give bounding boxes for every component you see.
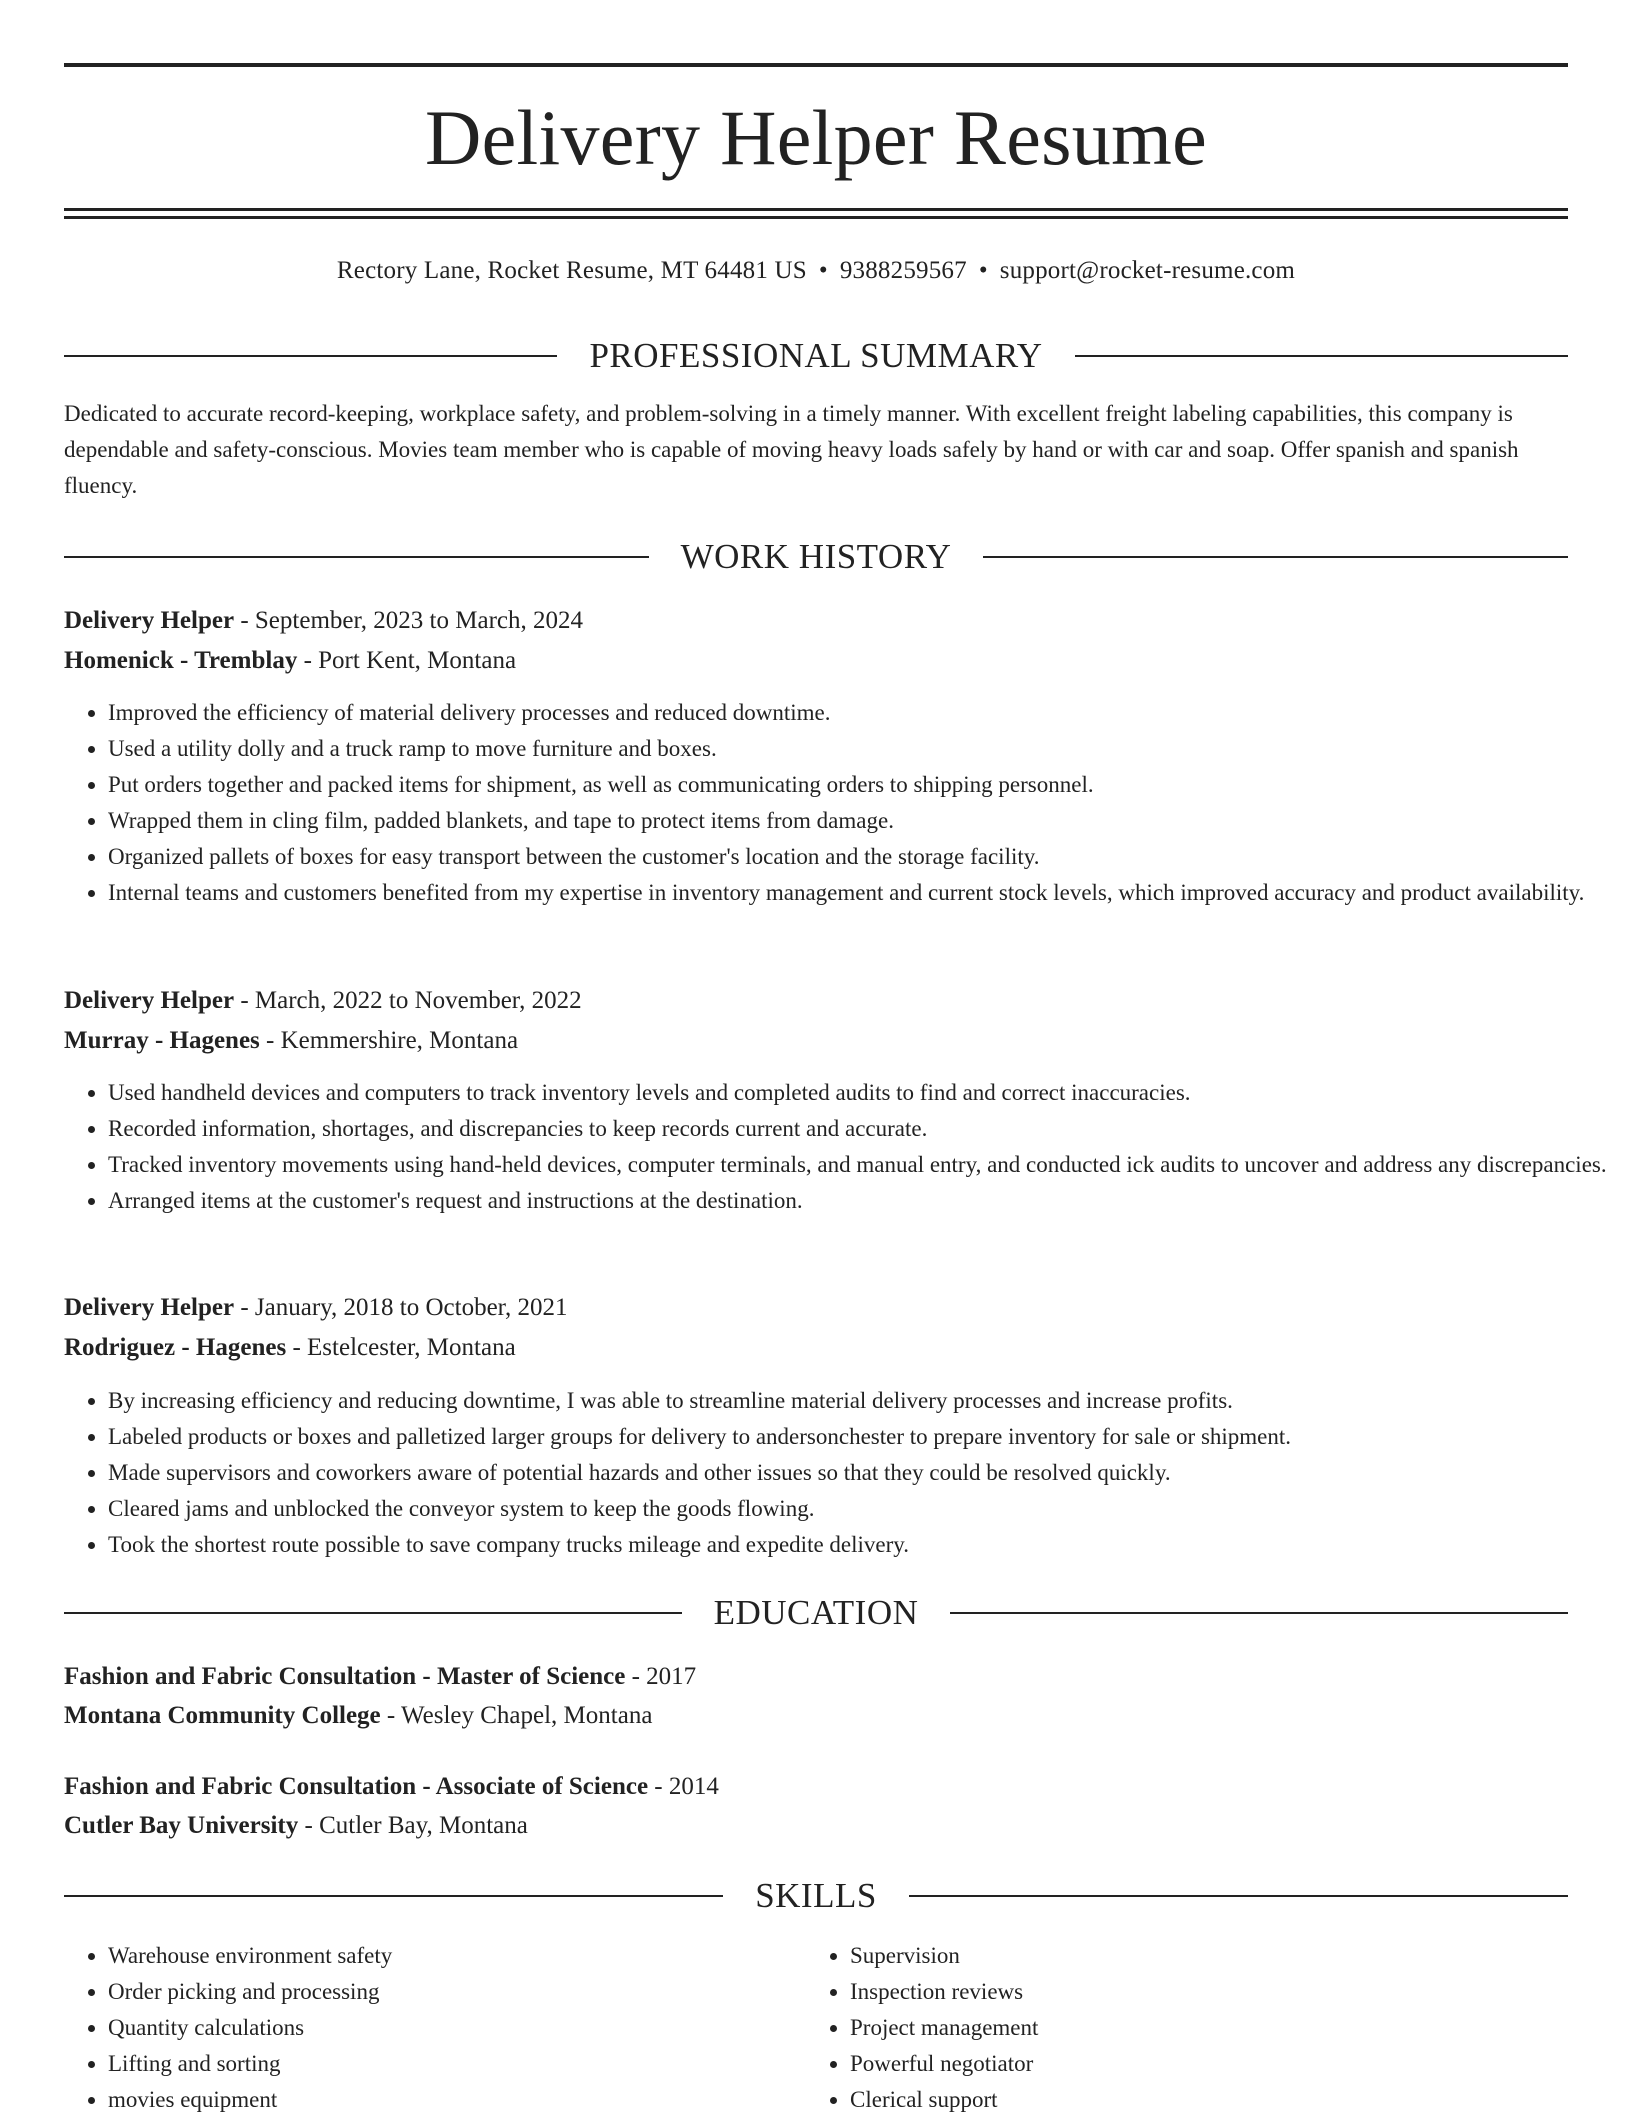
job-bullets [64,1383,1612,1563]
section-header-summary [64,334,1568,378]
job-title-line [64,983,1568,1019]
education-degree: Fashion and Fabric Consultation - Master of Science [64,1663,626,1690]
job-title: Delivery Helper [64,607,235,634]
education-degree: Fashion and Fabric Consultation - Associate of Science [64,1773,649,1800]
contact-address: Rectory Lane, Rocket Resume, MT 64481 US [336,257,807,284]
education-degree-line [64,1659,1568,1695]
education-location: - Cutler Bay, Montana [298,1812,528,1839]
list-item: • Recorded information, shortages, and discrepancies to keep records current and accurate. [108,1111,1612,1147]
contact-separator: • [978,257,988,284]
contact-email: support@rocket-resume.com [999,257,1296,284]
job-company-line [64,1330,1568,1366]
list-item: • Supervision [850,1938,1550,1974]
list-item: • Took the shortest route possible to save company trucks mileage and expedite delivery. [108,1527,1612,1563]
education-location: - Wesley Chapel, Montana [380,1702,653,1729]
section-header-skills [64,1874,1568,1918]
job-location: - Port Kent, Montana [297,647,517,674]
job-location: - Estelcester, Montana [286,1334,516,1361]
list-item: • Used handheld devices and computers to track inventory levels and completed audits to find and correct inaccuracies. [108,1075,1612,1111]
list-item: • Improved the efficiency of material delivery processes and reduced downtime. [108,695,1612,731]
section-title: WORK HISTORY [680,537,952,576]
section-title: SKILLS [755,1876,877,1915]
education-school: Montana Community College [64,1702,381,1729]
page-title: Delivery Helper Resume [425,94,1207,181]
job-dates: - January, 2018 to October, 2021 [234,1294,568,1321]
list-item: • Powerful negotiator [850,2046,1550,2082]
list-item: • Arranged items at the customer's request and instructions at the destination. [108,1183,1612,1219]
education-year: - 2014 [648,1773,719,1800]
list-item: • Used a utility dolly and a truck ramp to move furniture and boxes. [108,731,1612,767]
list-item: • Labeled products or boxes and palletized larger groups for delivery to andersonchester to prepare inventory for sale or shipment. [108,1419,1612,1455]
contact-phone: 9388259567 [839,257,967,284]
list-item: • Put orders together and packed items for shipment, as well as communicating orders to shipping personnel. [108,767,1612,803]
job-company-line [64,643,1568,679]
job-title: Delivery Helper [64,987,235,1014]
list-item: • Clerical support [850,2082,1550,2118]
education-school: Cutler Bay University [64,1812,299,1839]
skills-list-left [64,1938,808,2118]
list-item: • Cleared jams and unblocked the conveyor system to keep the goods flowing. [108,1491,1612,1527]
list-item: • Project management [850,2010,1550,2046]
job-bullets [64,695,1612,911]
job-company: Rodriguez - Hagenes [64,1334,287,1361]
title-rule-lower [64,216,1568,219]
education-year: - 2017 [625,1663,697,1690]
section-title: PROFESSIONAL SUMMARY [589,336,1043,375]
job-bullets [64,1075,1612,1219]
list-item: • Wrapped them in cling film, padded blankets, and tape to protect items from damage. [108,803,1612,839]
list-item: • Warehouse environment safety [108,1938,808,1974]
contact-line [0,253,1632,289]
list-item: • Made supervisors and coworkers aware of potential hazards and other issues so that they could be resolved quickly. [108,1455,1612,1491]
top-rule [64,63,1568,67]
list-item: • Tracked inventory movements using hand-held devices, computer terminals, and manual entry, and conducted ick audits to uncover and address any discrepancies. [108,1147,1612,1183]
list-item: • movies equipment [108,2082,808,2118]
job-location: - Kemmershire, Montana [259,1027,519,1054]
section-header-work-history [64,535,1568,579]
job-company: Murray - Hagenes [64,1027,260,1054]
list-item: • Order picking and processing [108,1974,808,2010]
title-rule-upper [64,208,1568,211]
contact-separator: • [818,257,828,284]
list-item: • Quantity calculations [108,2010,808,2046]
job-dates: - September, 2023 to March, 2024 [234,607,584,634]
list-item: • Lifting and sorting [108,2046,808,2082]
job-title-line [64,603,1568,639]
section-header-education [64,1591,1568,1635]
education-school-line [64,1698,1568,1734]
list-item: • Internal teams and customers benefited from my expertise in inventory management and current stock levels, which improved accuracy and product availability. [108,875,1612,911]
list-item: • Inspection reviews [850,1974,1550,2010]
skills-list-right [806,1938,1550,2118]
education-degree-line [64,1769,1568,1805]
section-title: EDUCATION [713,1593,919,1632]
education-school-line [64,1808,1568,1844]
summary-text: Dedicated to accurate record-keeping, workplace safety, and problem-solving in a timely manner. With excellent freight labeling capabilities, this company is dependable and safety-conscious. Movies team member who is capable of moving heavy loads safely by hand or with car and soap. Offer spanish and spanish fluency. [64,401,1519,498]
job-company-line [64,1023,1568,1059]
list-item: • Organized pallets of boxes for easy transport between the customer's location and the storage facility. [108,839,1612,875]
job-dates: - March, 2022 to November, 2022 [234,987,582,1014]
job-company: Homenick - Tremblay [64,647,298,674]
job-title-line [64,1290,1568,1326]
job-title: Delivery Helper [64,1294,235,1321]
list-item: • By increasing efficiency and reducing downtime, I was able to streamline material delivery processes and increase profits. [108,1383,1612,1419]
